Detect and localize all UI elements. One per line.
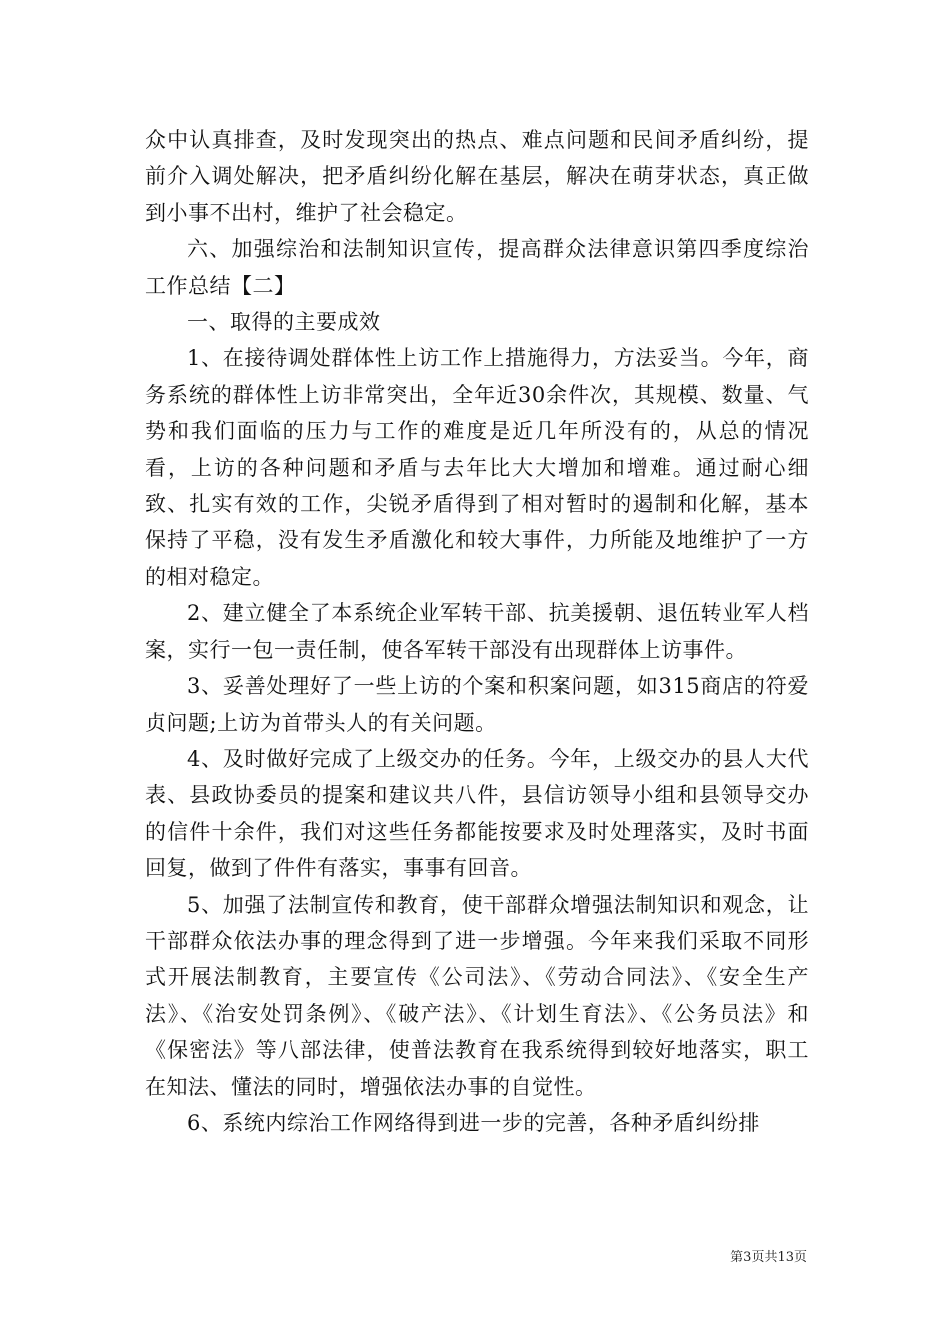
page-number-footer: 第3页共13页 bbox=[730, 1250, 807, 1265]
paragraph-heading-achievements: 一、取得的主要成效 bbox=[187, 310, 381, 335]
paragraph-item-6: 6、系统内综治工作网络得到进一步的完善，各种矛盾纠纷排 bbox=[187, 1110, 760, 1135]
body-text bbox=[145, 122, 809, 1141]
paragraph-item-5: 5、加强了法制宣传和教育，使干部群众增强法制知识和观念，让干部群众依法办事的理念得到了进一步增强。今年来我们采取不同形式开展法制教育，主要宣传《公司法》、《劳动合同法》、《安全生产法》、《治安处罚条例》、《破产法》、《计划生育法》、《公务员法》和《保密法》等八部法律，使普法教育在我系统得到较好地落实，职工在知法、懂法的同时，增强依法办事的自觉性。 bbox=[145, 892, 809, 1099]
paragraph-section-six: 六、加强综治和法制知识宣传，提高群众法律意识第四季度综治工作总结【二】 bbox=[145, 237, 809, 298]
paragraph-continuation: 众中认真排查，及时发现突出的热点、难点问题和民间矛盾纠纷，提前介入调处解决，把矛盾纠纷化解在基层，解决在萌芽状态，真正做到小事不出村，维护了社会稳定。 bbox=[145, 128, 809, 225]
paragraph-item-3: 3、妥善处理好了一些上访的个案和积案问题，如315商店的符爱贞问题;上访为首带头人的有关问题。 bbox=[145, 674, 809, 735]
paragraph-item-2: 2、建立健全了本系统企业军转干部、抗美援朝、退伍转业军人档案，实行一包一责任制，使各军转干部没有出现群体上访事件。 bbox=[145, 601, 809, 662]
paragraph-item-4: 4、及时做好完成了上级交办的任务。今年，上级交办的县人大代表、县政协委员的提案和建议共八件，县信访领导小组和县领导交办的信件十余件，我们对这些任务都能按要求及时处理落实，及时书面回复，做到了件件有落实，事事有回音。 bbox=[145, 746, 809, 881]
paragraph-item-1: 1、在接待调处群体性上访工作上措施得力，方法妥当。今年，商务系统的群体性上访非常突出，全年近30余件次，其规模、数量、气势和我们面临的压力与工作的难度是近几年所没有的，从总的情况看，上访的各种问题和矛盾与去年比大大增加和增难。通过耐心细致、扎实有效的工作，尖锐矛盾得到了相对暂时的遏制和化解，基本保持了平稳，没有发生矛盾激化和较大事件，力所能及地维护了一方的相对稳定。 bbox=[145, 346, 809, 589]
